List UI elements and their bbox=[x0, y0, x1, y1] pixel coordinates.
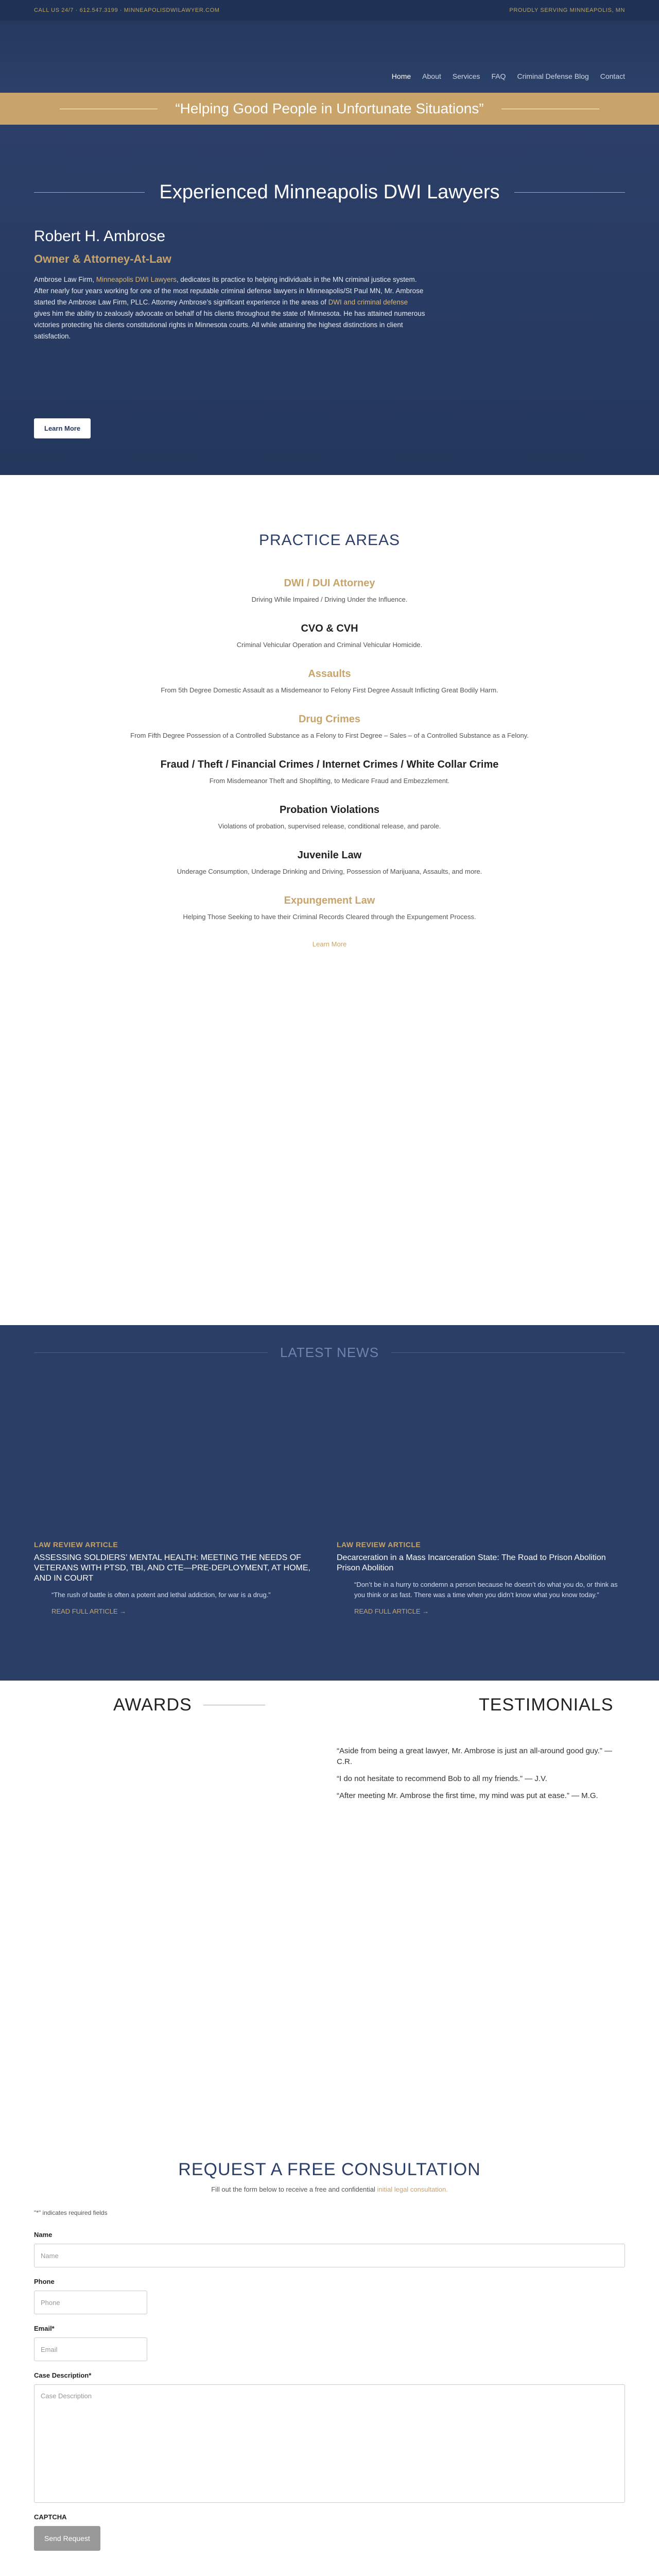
email-field[interactable]: Email bbox=[34, 2337, 147, 2361]
consultation-subtitle bbox=[0, 2185, 659, 2193]
practice-area bbox=[0, 895, 659, 921]
nav-faq[interactable]: FAQ bbox=[491, 72, 506, 80]
case-description-label: Case Description* bbox=[34, 2371, 92, 2379]
news-divider-right bbox=[391, 1352, 625, 1353]
consultation-form bbox=[34, 2209, 625, 2551]
practice-area-title[interactable]: Drug Crimes bbox=[298, 714, 361, 725]
testimonial-quote: “After meeting Mr. Ambrose the first time, my mind was put at ease.” — M.G. bbox=[337, 1791, 598, 1800]
name-label: Name bbox=[34, 2231, 53, 2239]
practice-area-title[interactable]: Juvenile Law bbox=[297, 850, 362, 861]
nav-about[interactable]: About bbox=[422, 72, 441, 80]
practice-area-title[interactable]: Expungement Law bbox=[284, 895, 375, 906]
testimonial-quotes bbox=[337, 1745, 625, 1807]
bio-link-dwi-lawyers[interactable]: Minneapolis DWI Lawyers bbox=[96, 276, 177, 283]
practice-area-title[interactable]: CVO & CVH bbox=[301, 623, 358, 634]
testimonials-title-row bbox=[330, 1695, 659, 1715]
bio-link-dwi-defense[interactable]: DWI and criminal defense bbox=[328, 298, 408, 306]
practice-area bbox=[0, 578, 659, 603]
slogan-text: “Helping Good People in Unfortunate Situations” bbox=[175, 100, 484, 116]
hero-title-row bbox=[34, 181, 625, 204]
practice-area bbox=[0, 804, 659, 830]
phone-label: Phone bbox=[34, 2278, 55, 2285]
top-bar bbox=[0, 0, 659, 21]
practice-areas-title: PRACTICE AREAS bbox=[258, 532, 401, 549]
practice-area-title[interactable]: Probation Violations bbox=[279, 804, 380, 816]
practice-area-title[interactable]: Assaults bbox=[308, 668, 351, 680]
testimonial-quote: “Aside from being a great lawyer, Mr. Ambrose is just an all-around good guy.” — C.R. bbox=[337, 1747, 612, 1766]
awards-testimonials-section bbox=[0, 1681, 659, 2093]
practice-area-desc: From Fifth Degree Possession of a Controlled Substance as a Felony to First Degree – Sales – of a Controlled Substance as a Felony. bbox=[130, 732, 529, 739]
consultation-title: REQUEST A FREE CONSULTATION bbox=[178, 2160, 481, 2179]
practice-area-desc: Underage Consumption, Underage Drinking and Driving, Possession of Marijuana, Assaults, and more. bbox=[177, 868, 482, 875]
attorney-name: Robert H. Ambrose bbox=[34, 228, 166, 245]
practice-area bbox=[0, 759, 659, 785]
send-request-button[interactable]: Send Request bbox=[34, 2526, 100, 2551]
slogan-banner bbox=[0, 93, 659, 125]
practice-area-title[interactable]: DWI / DUI Attorney bbox=[284, 578, 375, 589]
practice-area-desc: Criminal Vehicular Operation and Criminal Vehicular Homicide. bbox=[236, 641, 423, 649]
consultation-subtitle-link[interactable]: initial legal consultation. bbox=[377, 2185, 448, 2193]
site-header bbox=[0, 21, 659, 93]
name-field[interactable]: Name bbox=[34, 2244, 625, 2267]
captcha-label: CAPTCHA bbox=[34, 2513, 67, 2521]
nav-blog[interactable]: Criminal Defense Blog bbox=[517, 72, 589, 80]
awards-title: AWARDS bbox=[113, 1695, 192, 1715]
main-nav bbox=[392, 72, 625, 80]
attorney-role: Owner & Attorney-At-Law bbox=[34, 252, 171, 265]
news-title: LATEST NEWS bbox=[280, 1345, 379, 1360]
article-tag: LAW REVIEW ARTICLE bbox=[337, 1540, 421, 1549]
practice-area-title[interactable]: Fraud / Theft / Financial Crimes / Internet Crimes / White Collar Crime bbox=[160, 759, 499, 770]
required-fields-note: "*" indicates required fields bbox=[34, 2209, 108, 2216]
email-label: Email* bbox=[34, 2325, 55, 2332]
attorney-bio bbox=[34, 274, 425, 342]
nav-home[interactable]: Home bbox=[391, 72, 411, 80]
bio-text-1: Ambrose Law Firm, bbox=[34, 276, 95, 283]
latest-news-section bbox=[0, 1325, 659, 1681]
hero-section bbox=[0, 125, 659, 475]
nav-contact[interactable]: Contact bbox=[600, 72, 625, 80]
news-article bbox=[34, 1540, 322, 1615]
practice-area bbox=[0, 850, 659, 875]
article-quote: “Don’t be in a hurry to condemn a person because he doesn’t do what you do, or think as you think or as fast. There was a time when you didn’t know what you know today.” bbox=[354, 1581, 618, 1599]
read-full-article-link[interactable]: READ FULL ARTICLE → bbox=[51, 1607, 127, 1615]
practice-learn-more-link[interactable]: Learn More bbox=[312, 940, 347, 948]
topbar-contact: CALL US 24/7 · 612.547.3199 · MINNEAPOLISDWILAWYER.COM bbox=[34, 7, 220, 13]
consultation-subtitle-text: Fill out the form below to receive a free and confidential bbox=[211, 2185, 375, 2193]
news-title-row bbox=[34, 1345, 625, 1361]
bio-text-3: gives him the ability to zealously advocate on behalf of his clients throughout the state of Minnesota. He has attained numerous victories protecting his clients constitutional rights in Minnesota courts. All while attaining the highest distinctions in client satisfaction. bbox=[34, 310, 425, 340]
nav-services[interactable]: Services bbox=[452, 72, 480, 80]
practice-areas-section bbox=[0, 475, 659, 1325]
hero-divider-right bbox=[514, 192, 625, 193]
case-description-field[interactable]: Case Description bbox=[34, 2384, 625, 2503]
practice-area bbox=[0, 668, 659, 694]
consultation-section bbox=[0, 2093, 659, 2576]
article-title[interactable]: ASSESSING SOLDIERS’ MENTAL HEALTH: MEETING THE NEEDS OF VETERANS WITH PTSD, TBI, AND CTE—PRE-DEPLOYMENT, AT HOME, AND IN COURT bbox=[34, 1553, 310, 1583]
hero-title: Experienced Minneapolis DWI Lawyers bbox=[159, 181, 500, 203]
practice-area bbox=[0, 714, 659, 739]
topbar-serving: PROUDLY SERVING MINNEAPOLIS, MN bbox=[509, 7, 625, 13]
practice-area-desc: Driving While Impaired / Driving Under the Influence. bbox=[251, 596, 408, 603]
practice-area-desc: Violations of probation, supervised release, conditional release, and parole. bbox=[218, 822, 441, 830]
bio-text-2: , dedicates its practice to helping individuals in the MN criminal justice system. After nearly four years working for one of the most reputable criminal defense lawyers in Minneapolis/St Paul MN, Mr. Ambrose started the Ambrose Law Firm, PLLC. Attorney Ambrose’s significant experience in the areas of bbox=[34, 276, 424, 306]
phone-field[interactable]: Phone bbox=[34, 2291, 147, 2314]
article-title[interactable]: Decarceration in a Mass Incarceration State: The Road to Prison Abolition Prison Abolition bbox=[337, 1553, 606, 1572]
news-article bbox=[337, 1540, 625, 1615]
practice-area-desc: From 5th Degree Domestic Assault as a Misdemeanor to Felony First Degree Assault Inflicting Great Bodily Harm. bbox=[161, 686, 498, 694]
testimonial-quote: “I do not hesitate to recommend Bob to all my friends.” — J.V. bbox=[337, 1774, 547, 1783]
testimonials-title: TESTIMONIALS bbox=[479, 1695, 614, 1715]
read-full-article-link[interactable]: READ FULL ARTICLE → bbox=[354, 1607, 429, 1615]
practice-area-desc: Helping Those Seeking to have their Criminal Records Cleared through the Expungement Process. bbox=[183, 913, 476, 921]
article-tag: LAW REVIEW ARTICLE bbox=[34, 1540, 118, 1549]
news-divider-left bbox=[34, 1352, 268, 1353]
practice-area-desc: From Misdemeanor Theft and Shoplifting, to Medicare Fraud and Embezzlement. bbox=[209, 777, 450, 785]
article-quote: “The rush of battle is often a potent and lethal addiction, for war is a drug.” bbox=[51, 1591, 271, 1599]
awards-title-row bbox=[0, 1695, 330, 1715]
learn-more-button[interactable]: Learn More bbox=[34, 418, 91, 438]
hero-divider-left bbox=[34, 192, 145, 193]
practice-area bbox=[0, 623, 659, 649]
